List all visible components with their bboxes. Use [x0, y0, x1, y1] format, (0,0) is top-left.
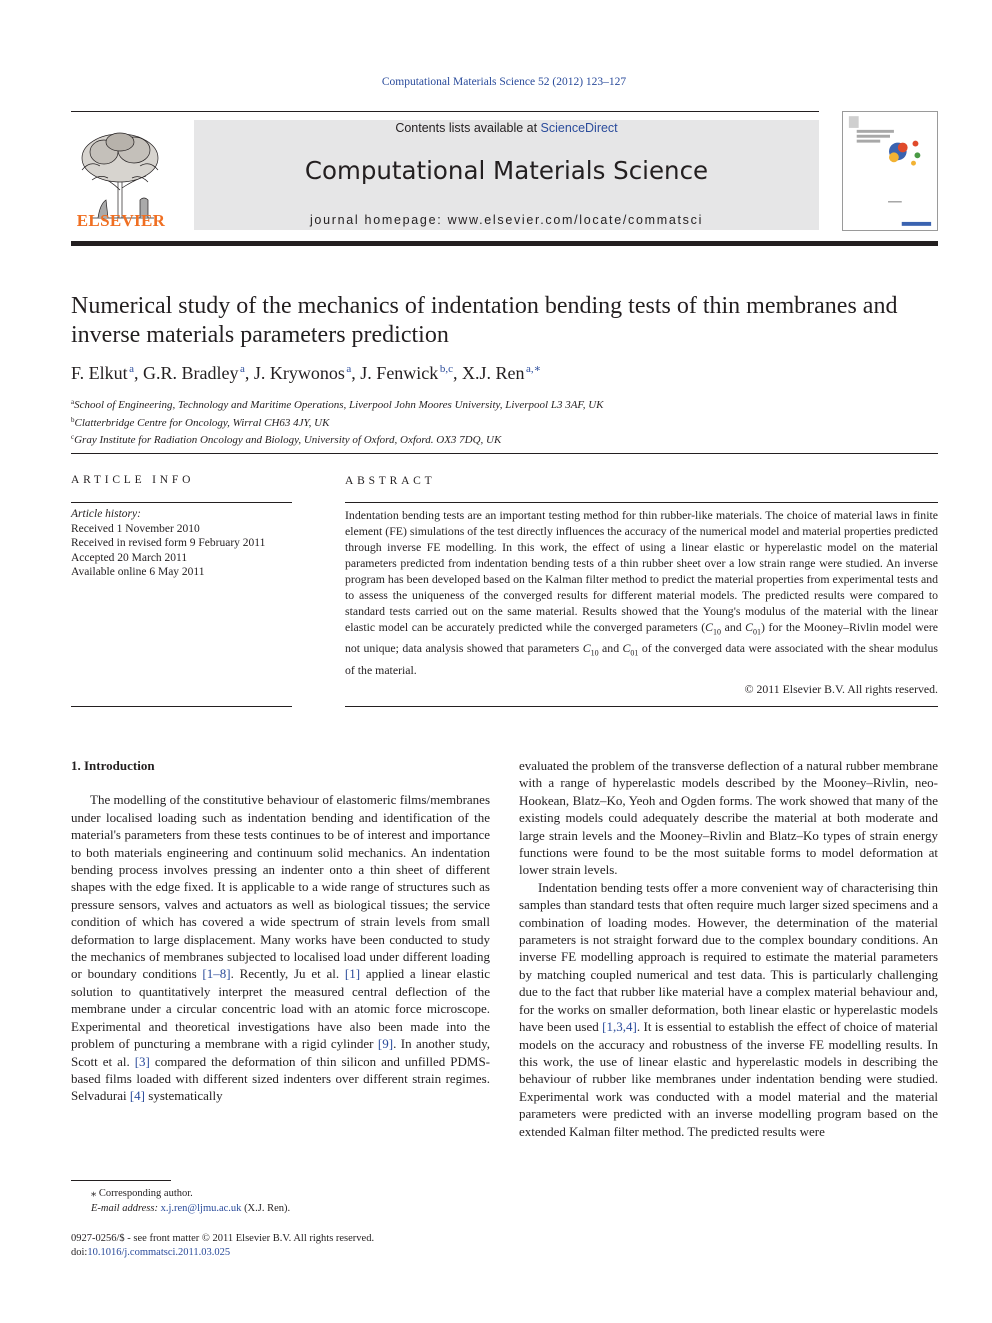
doi-link[interactable]: 10.1016/j.commatsci.2011.03.025 — [87, 1247, 231, 1258]
citation-link[interactable]: [1–8] — [202, 966, 231, 982]
citation-link[interactable]: [4] — [129, 1088, 146, 1104]
article-info-bottom-rule — [71, 706, 292, 707]
homepage-prefix: journal homepage: — [309, 213, 448, 227]
issn-block: 0927-0256/$ - see front matter © 2011 Elsevier B.V. All rights reserved. doi:10.1016/j.commatsci.2011.03.025 — [71, 1233, 375, 1258]
body-paragraph: evaluated the problem of the transverse deflection of a natural rubber membrane with a range of hyperelastic models described by the Mooney–Rivlin, neo-Hookean, Blatz–Ko, Yeoh and Ogden forms. The work showed that many of the existing models could adequately describe the material at both moderate and large strain levels and the Mooney–Rivlin and Blatz–Ko types of strain energy functions were found to be the most suitable forms to model deformation at lower strain levels. — [519, 758, 938, 878]
journal-citation-link[interactable]: Computational Materials Science 52 (2012) 123–127 — [381, 76, 627, 88]
citation-link[interactable]: [9] — [377, 1036, 394, 1052]
affiliation: $^a$School of Engineering, Technology and Maritime Operations, Liverpool John Moores University, Liverpool L3 3AF, UK — [71, 398, 604, 411]
journal-homepage — [194, 213, 819, 227]
journal-masthead — [194, 120, 819, 230]
elsevier-wordmark: ELSEVIER — [76, 211, 166, 230]
article-history — [71, 507, 265, 580]
citation-link[interactable]: [3] — [134, 1053, 150, 1069]
citation-link[interactable]: [1,3,4] — [602, 1019, 637, 1035]
author-affil-sup[interactable]: a,∗ — [525, 363, 542, 375]
author-list: F. Elkut $^a$, G.R. Bradley $^a$, J. Krywonos $^a$, J. Fenwick $^{b,c}$, X.J. Ren $^{a,∗}$ — [71, 363, 542, 383]
article-info-rule — [71, 502, 292, 503]
author-affil-sup[interactable]: a — [239, 363, 245, 375]
body-column-right — [519, 757, 938, 1140]
article-title: Numerical study of the mechanics of indentation bending tests of thin membranes and inverse materials parameters prediction — [71, 293, 898, 348]
sciencedirect-link[interactable]: ScienceDirect — [540, 121, 618, 135]
abstract-rule — [345, 502, 938, 503]
contents-prefix: Contents lists available at — [395, 121, 541, 135]
abstract-bottom-rule — [345, 706, 938, 707]
author-name[interactable]: X.J. Ren — [461, 363, 525, 383]
footnote-star: ⁎ — [91, 1188, 97, 1199]
affiliation: $^b$Clatterbridge Centre for Oncology, Wirral CH63 4JY, UK — [71, 415, 330, 429]
contents-line — [194, 121, 819, 135]
history-online: Available online 6 May 2011 — [71, 566, 205, 578]
homepage-link[interactable]: www.elsevier.com/locate/commatsci — [447, 213, 704, 227]
journal-cover-thumbnail — [842, 111, 938, 231]
history-accepted: Accepted 20 March 2011 — [71, 551, 188, 564]
body-paragraph: The modelling of the constitutive behaviour of elastomeric films/membranes under localised loading such as indentation bending and identification of the material's parameters from these tests continues to be of interest and importance to both materials engineering and continuum solid mechanics. An indentation bending process involves pressing an indenter onto a thin sheet of different shapes with the edge fixed. It is applicable to a wide range of structures such as pressure sensors, valves and actuators as well as biological tissues; the service condition of which has covered a wide spectrum of strain levels from small deformation to large displacement. Many works have been conducted to study the mechanics of membranes subjected to localised load under different loading or boundary conditions [1–8]. Recently, Ju et al. [1] applied a linear elastic solution to quantitatively interpret the measured central deflection of the membrane under a circular concentric load with an atomic force microscope. Experimental and theoretical investigations have also been made into the problem of puncturing a membrane with a rigid cylinder [9]. In another study, Scott et al. [3] compared the deformation of thin silicon and unfilled PDMS-based films loaded with different sized indenters over different strain regimes. Selvadurai [4] systematically — [71, 792, 491, 1104]
history-revised: Received in revised form 9 February 2011 — [71, 537, 266, 549]
front-matter-line: 0927-0256/$ - see front matter © 2011 Elsevier B.V. All rights reserved. — [71, 1233, 375, 1244]
affiliation: $^c$Gray Institute for Radiation Oncology and Biology, University of Oxford, Oxford. OX3 7DQ, UK — [71, 433, 502, 446]
introduction-heading: 1. Introduction — [71, 758, 155, 773]
history-received: Received 1 November 2010 — [71, 522, 200, 535]
history-title: Article history: — [71, 508, 141, 520]
journal-name: Computational Materials Science — [304, 156, 709, 185]
article-info-heading: ARTICLE INFO — [71, 474, 195, 486]
citation-link[interactable]: [1] — [344, 966, 361, 982]
section-divider — [71, 453, 938, 454]
author-name[interactable]: G.R. Bradley — [142, 363, 239, 383]
author-affil-sup[interactable]: a — [346, 363, 352, 375]
header-rule — [71, 111, 819, 112]
body-paragraph: Indentation bending tests offer a more convenient way of characterising thin samples than standard tests that often require much larger sized specimens and a combination of loading modes. However, the determination of the material parameters is not straight forward due to the complex boundary conditions. An inverse FE modelling approach is required to estimate the material parameters by matching coupled numerical and test data. This is particularly challenging due to the fact that rubber like material have a complex material behaviour and, for the works on smaller deformation, both linear elastic or hyperelastic models have been used [1,3,4]. It is essential to establish the effect of choice of material models on the accuracy and robustness of the inverse FE modelling results. In this work, the use of linear elastic and hyperelastic models in describing the behaviour of rubber like membranes under indentation bending were studied. Experimental work was conducted with a model material and the material parameters were predicted with an inverse modelling program based on the extended Kalman filter method. The predicted results were — [519, 879, 938, 1139]
author-name[interactable]: J. Krywonos — [253, 363, 345, 383]
author-affil-sup[interactable]: b,c — [439, 363, 453, 375]
footnote-rule — [71, 1180, 171, 1181]
author-affil-sup[interactable]: a — [129, 363, 134, 375]
author-name[interactable]: J. Fenwick — [360, 363, 439, 383]
body-column-left — [71, 757, 490, 1105]
abstract-text: Indentation bending tests are an important testing method for thin rubber-like materials. The choice of material laws in finite element (FE) simulations of the test directly influences the accuracy of the numerical model and material properties predicted through inverse FE modelling. In this work, the effect of using a linear elastic or hyperelastic model on the material parameters predicted from indentation bending tests of a thin rubber sheet over a low strain range were studied. An inverse program has been developed based on the Kalman filter method to predict the material properties from experimental tests and to assess the uniqueness of the converged results for different material models. The predicted results were compared to standard tests carried out on the same material. Results showed that the Young's modulus of the material with the linear elastic model can be accurately predicted while the converged parameters ($C_{10}$ and $C_{01}$) for the Mooney–Rivlin model were not unique; data analysis showed that parameters $C_{10}$ and $C_{01}$ of the converged data were associated with the shear modulus of the material. — [345, 508, 939, 677]
header-thick-bar — [71, 241, 938, 246]
author-name[interactable]: F. Elkut — [71, 363, 128, 383]
abstract-heading: ABSTRACT — [345, 475, 436, 487]
affiliation-list — [71, 395, 604, 448]
abstract-copyright: © 2011 Elsevier B.V. All rights reserved. — [744, 682, 938, 696]
email-link[interactable]: x.j.ren@ljmu.ac.uk — [160, 1203, 242, 1214]
corresponding-author-footnote: ⁎ Corresponding author. E-mail address: x.j.ren@ljmu.ac.uk (X.J. Ren). — [91, 1188, 291, 1214]
